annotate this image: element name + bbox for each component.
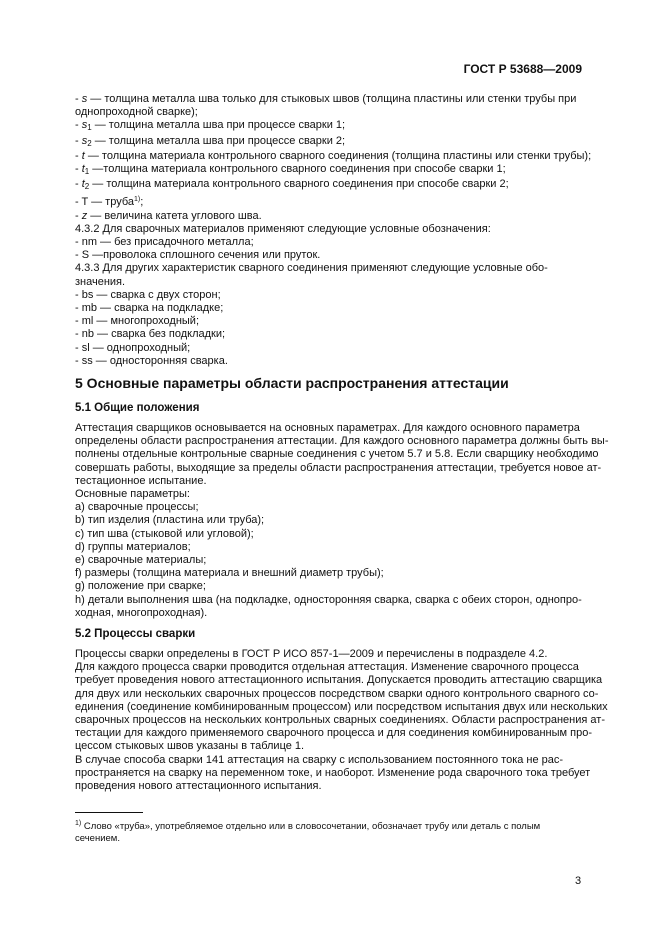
list-item: - T — труба$^{1)}$;	[75, 196, 144, 209]
section-5-1-body	[75, 422, 609, 620]
paragraph-line: пространяется на сварку на переменном токе, и наоборот. Изменение рода сварочного тока требует	[75, 766, 591, 779]
page-number: 3	[575, 875, 582, 887]
params-intro: Основные параметры:	[75, 488, 190, 501]
paragraph-4-3-3: 4.3.3 Для других характеристик сварного соединения применяют следующие условные обо-	[75, 262, 548, 275]
footnote	[75, 818, 582, 845]
footnote-divider	[75, 812, 143, 813]
paragraph-line: для двух или нескольких сварочных процессов посредством сварки одного контрольного сварного со-	[75, 687, 599, 700]
footnote-ref: 1)	[134, 196, 141, 204]
param-item-continuation: ходная, многопроходная).	[75, 606, 208, 619]
list-item: - ml — многопроходный;	[75, 315, 200, 328]
footnote-line: сечением.	[75, 833, 120, 844]
footnote-line: $^{1)}$ Слово «труба», употребляемое отдельно или в словосочетании, обозначает трубу или деталь с полым	[75, 820, 541, 832]
section-5-1-heading: 5.1 Общие положения	[75, 402, 200, 414]
paragraph-line: определены области распространения аттестации. Для каждого основного параметра должны быть вы-	[75, 435, 609, 448]
paragraph-line: цессом стыковых швов указаны в таблице 1.	[75, 740, 305, 753]
section-5-heading: 5 Основные параметры области распространения аттестации	[75, 375, 509, 391]
list-item: - z — величина катета углового шва.	[75, 209, 262, 222]
param-item: a) сварочные процессы;	[75, 501, 199, 514]
paragraph-line: Для каждого процесса сварки проводится отдельная аттестация. Изменение сварочного процесса	[75, 661, 579, 674]
paragraph-line: Аттестация сварщиков основывается на основных параметрах. Для каждого основного параметра	[75, 422, 580, 434]
list-item: - s — толщина металла шва только для стыковых швов (толщина пластины или стенки трубы при	[75, 93, 577, 105]
paragraph-line: единения (соединение комбинированным процессом) или посредством испытания двух или нескольких	[75, 700, 608, 713]
paragraph-line: сварочных процессов на нескольких контрольных сварных соединениях. Области распространения ат-	[75, 714, 605, 727]
paragraph-line: тестации для каждого применяемого сварочного процесса и для соединения комбинированным про-	[75, 727, 593, 740]
paragraph-4-3-2: 4.3.2 Для сварочных материалов применяют следующие условные обозначения:	[75, 222, 491, 235]
list-item: - mb — сварка на подкладке;	[75, 302, 224, 315]
list-item: - nb — сварка без подкладки;	[75, 328, 226, 341]
list-item: - s1 — толщина металла шва при процессе сварки 1;	[75, 119, 346, 133]
list-item-continuation: однопроходной сварке);	[75, 106, 198, 119]
list-item: - sl — однопроходный;	[75, 341, 191, 354]
param-item: c) тип шва (стыковой или угловой);	[75, 527, 254, 540]
paragraph-continuation: значения.	[75, 275, 126, 288]
paragraph-line: требует проведения нового аттестационного испытания. Допускается проводить аттестацию сварщика	[75, 674, 603, 687]
paragraph-line: полнены отдельные контрольные сварные соединения с учетом 5.7 и 5.8. Если сварщику необходимо	[75, 448, 599, 461]
list-item: - S —проволока сплошного сечения или пруток.	[75, 249, 321, 262]
list-item: - s2 — толщина металла шва при процессе сварки 2;	[75, 134, 346, 148]
paragraph-line: В случае способа сварки 141 аттестация на сварку с использованием постоянного тока не рас-	[75, 753, 564, 766]
paragraph-line: совершать работы, выходящие за пределы области распространения аттестации, требуется новое ат-	[75, 461, 602, 474]
paragraph-line: проведения нового аттестационного испытания.	[75, 780, 322, 793]
param-item: e) сварочные материалы;	[75, 554, 207, 567]
list-item: - bs — сварка с двух сторон;	[75, 288, 221, 301]
section-5-2-heading: 5.2 Процессы сварки	[75, 628, 196, 640]
param-item: b) тип изделия (пластина или труба);	[75, 514, 265, 527]
param-item: h) детали выполнения шва (на подкладке, односторонняя сварка, сварка с обеих сторон, однопро-	[75, 593, 582, 606]
list-item: - t1 —толщина материала контрольного сварного соединения при способе сварки 1;	[75, 163, 506, 177]
param-item: d) группы материалов;	[75, 540, 191, 553]
param-item: g) положение при сварке;	[75, 580, 206, 593]
list-item: - t2 — толщина материала контрольного сварного соединения при способе сварки 2;	[75, 178, 509, 192]
list-item: - t — толщина материала контрольного сварного соединения (толщина пластины или стенки трубы);	[75, 149, 592, 162]
document-header: ГОСТ Р 53688—2009	[463, 62, 582, 76]
list-item: - nm — без присадочного металла;	[75, 236, 254, 249]
section-5-2-body	[75, 648, 608, 793]
paragraph-line: тестационное испытание.	[75, 474, 207, 487]
paragraph-line: Процессы сварки определены в ГОСТ Р ИСО 857-1—2009 и перечислены в подразделе 4.2.	[75, 648, 548, 660]
param-item: f) размеры (толщина материала и внешний диаметр трубы);	[75, 567, 384, 580]
symbols-list	[75, 93, 592, 368]
list-item: - ss — односторонняя сварка.	[75, 354, 228, 367]
